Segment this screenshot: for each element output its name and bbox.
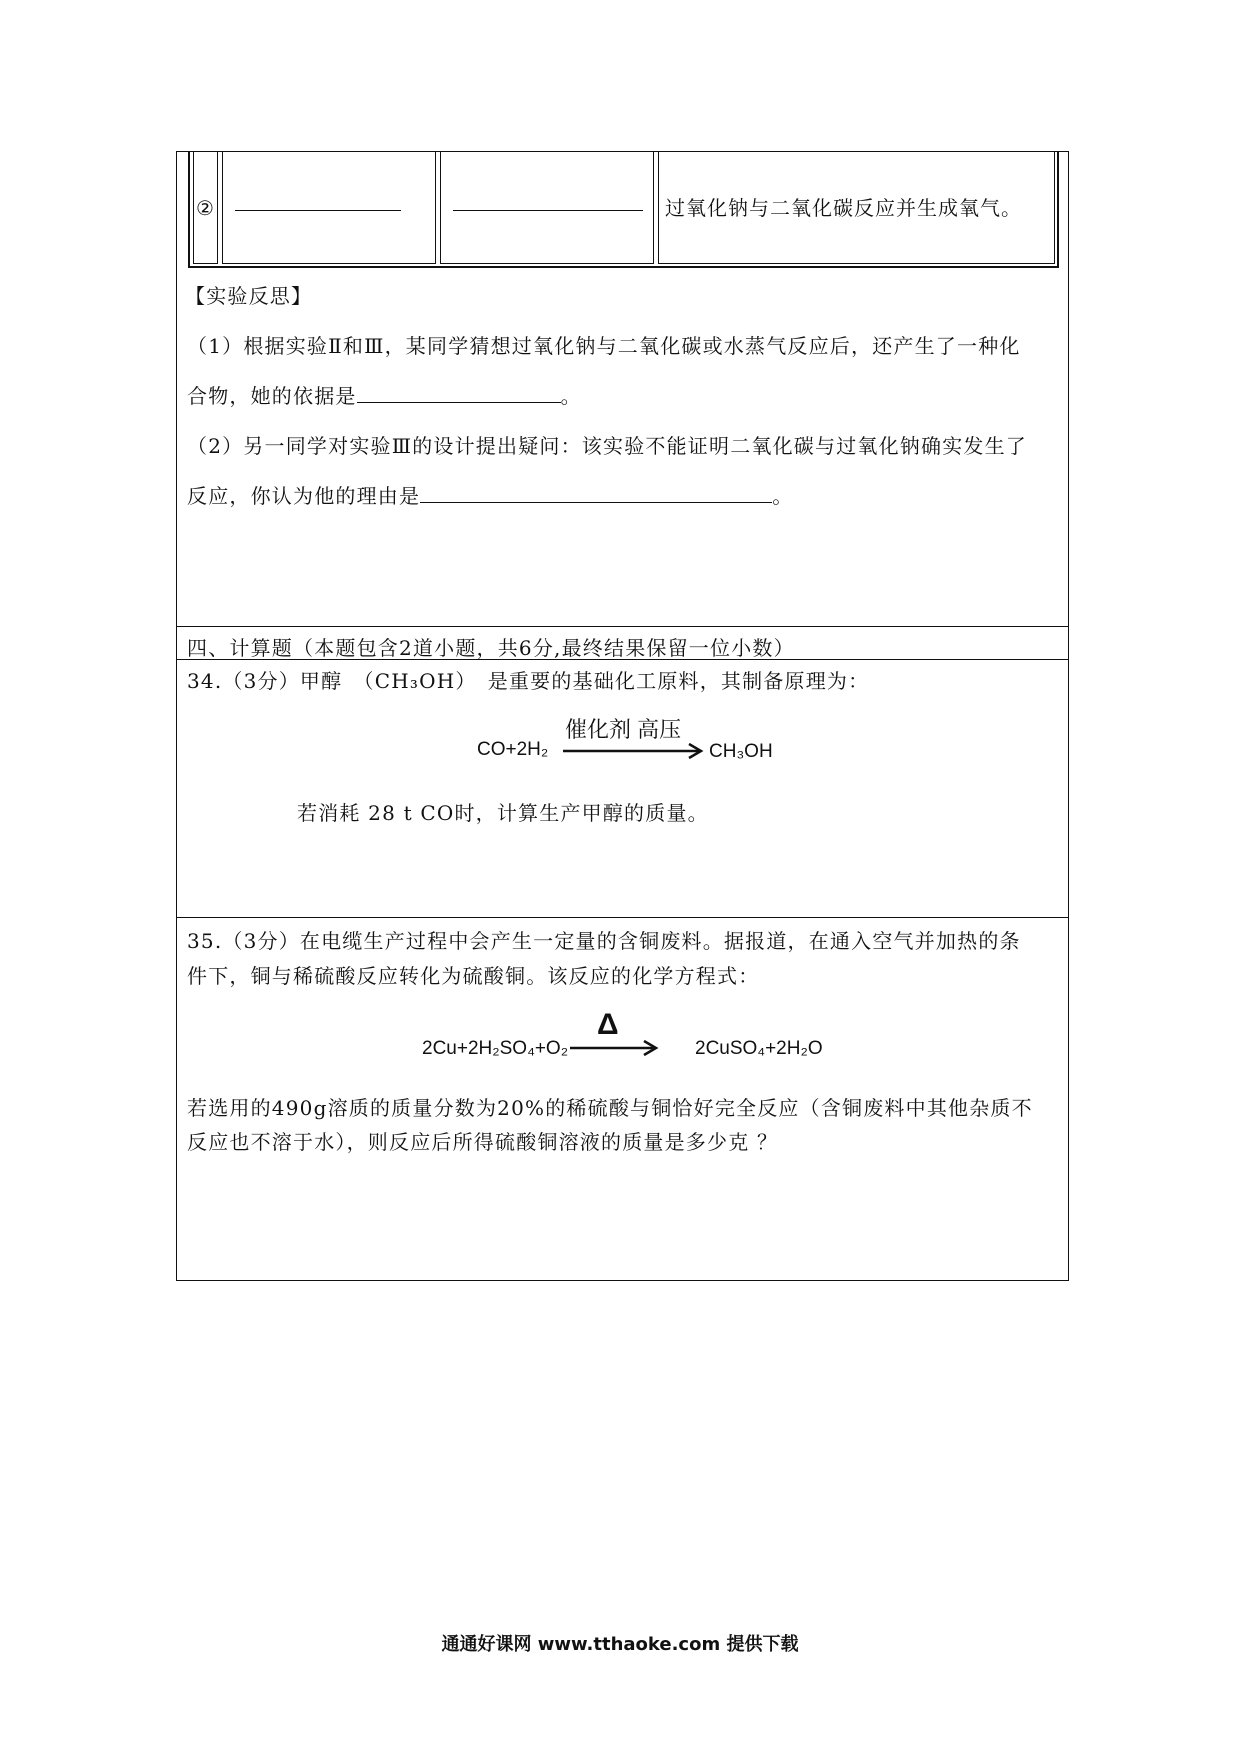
divider [177,659,1068,660]
divider [177,626,1068,627]
answer-blank[interactable] [420,484,772,503]
reflection-q2-line1: （2）另一同学对实验Ⅲ的设计提出疑问：该实验不能证明二氧化碳与过氧化钠确实发生了 [187,434,1028,458]
q35-question-line1: 若选用的490g溶质的质量分数为20%的稀硫酸与铜恰好完全反应（含铜废料中其他杂质不 [187,1096,1033,1120]
reflection-q2-prefix: 反应，你认为他的理由是 [187,484,421,508]
reflection-q2-line2 [187,480,793,509]
divider [177,917,1068,918]
footer-credit: 通通好课网 www.tthaoke.com 提供下载 [441,1634,799,1655]
answer-blank[interactable] [453,210,643,211]
q34-eq-condition: 催化剂 高压 [565,717,682,742]
reflection-q1-prefix: 合物，她的依据是 [187,384,357,408]
section-4-heading: 四、计算题（本题包含2道小题，共6分,最终结果保留一位小数） [187,636,795,660]
reaction-arrow-icon [563,741,713,761]
reflection-heading: 【实验反思】 [185,284,313,308]
q34-question: 若消耗 28 t CO时，计算生产甲醇的质量。 [297,801,709,825]
q35-line1: 35.（3分）在电缆生产过程中会产生一定量的含铜废料。据报道，在通入空气并加热的条 [187,929,1021,953]
phenomenon-cell [440,152,654,264]
q34-intro: 34.（3分）甲醇 （CH₃OH） 是重要的基础化工原料，其制备原理为： [187,669,870,693]
row-marker: ② [196,196,214,220]
reflection-q1-line2 [187,380,582,409]
reflection-q1-suffix: 。 [560,384,582,408]
answer-blank[interactable] [357,384,561,403]
q35-question-line2: 反应也不溶于水），则反应后所得硫酸铜溶液的质量是多少克 ？ [187,1130,779,1154]
q35-line2: 件下，铜与稀硫酸反应转化为硫酸铜。该反应的化学方程式： [187,964,760,988]
q35-eq-condition: Δ [597,1008,619,1041]
q35-eq-right: 2CuSO₄+2H₂O [695,1038,823,1059]
answer-blank[interactable] [235,210,401,211]
operation-cell [222,152,436,264]
conclusion-text: 过氧化钠与二氧化碳反应并生成氧气。 [665,196,1022,220]
q35-eq-left: 2Cu+2H₂SO₄+O₂ [422,1038,569,1059]
q35-equation [422,1008,882,1062]
q34-eq-left: CO+2H₂ [477,739,549,760]
reflection-q1-line1: （1）根据实验Ⅱ和Ⅲ，某同学猜想过氧化钠与二氧化碳或水蒸气反应后，还产生了一种化 [187,334,1021,358]
reflection-q2-suffix: 。 [772,484,794,508]
row-number-cell [193,152,218,264]
answer-table [176,151,1069,1281]
reaction-arrow-icon [570,1038,670,1058]
experiment-table-row [188,152,1059,268]
q34-equation [477,717,777,767]
conclusion-cell [658,152,1055,264]
q34-eq-right: CH₃OH [709,741,773,762]
